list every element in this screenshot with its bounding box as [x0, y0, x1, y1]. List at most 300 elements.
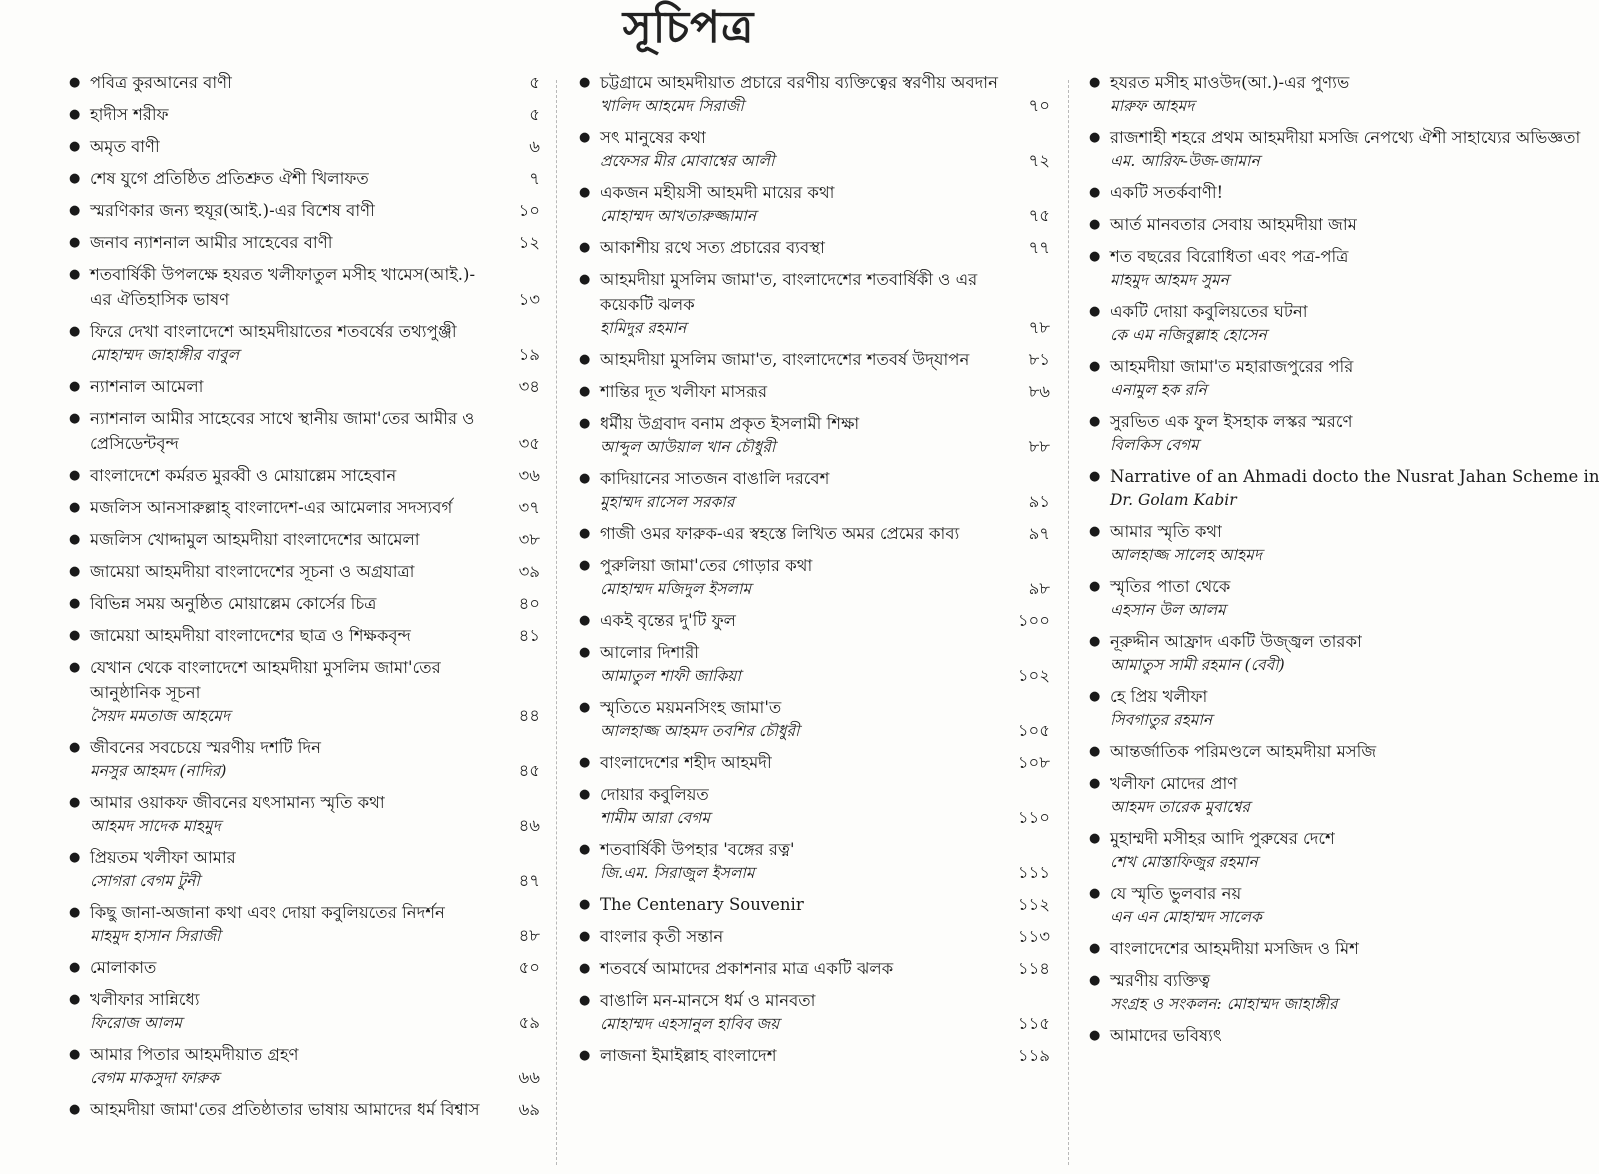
toc-entry-page-number: ৪০ — [518, 594, 540, 613]
bullet-icon: ● — [69, 324, 81, 339]
bullet-icon: ● — [579, 645, 591, 660]
toc-entry-author: আহমদ তারেক মুবাশ্বের — [1110, 798, 1250, 816]
toc-entry — [1082, 244, 1377, 292]
toc-entry-title: শেষ যুগে প্রতিষ্ঠিত প্রতিশ্রুত ঐশী খিলাফত — [90, 169, 369, 188]
toc-entry-page-number: ৩৪ — [518, 377, 540, 396]
toc-entry — [62, 1042, 540, 1090]
toc-entry-page-number: ১০০ — [1017, 611, 1050, 630]
toc-entry-title: জামেয়া আহমদীয়া বাংলাদেশের ছাত্র ও শিক্ষকবৃন্দ — [90, 626, 411, 645]
toc-entry-body — [1110, 70, 1377, 118]
toc-entry-page-number: ৬ — [529, 137, 540, 156]
toc-entry-title: পবিত্র কুরআনের বাণী — [90, 73, 232, 92]
toc-entry-title: মজলিস খোদ্দামুল আহমদীয়া বাংলাদেশের আমেলা — [90, 530, 420, 549]
toc-entry — [1082, 936, 1377, 961]
bullet-icon: ● — [69, 992, 81, 1007]
toc-entry-title: ধর্মীয় উগ্রবাদ বনাম প্রকৃত ইসলামী শিক্ষা — [600, 414, 860, 433]
toc-entry-title: প্রিয়তম খলীফা আমার — [90, 848, 236, 867]
toc-entry-page-number: ৫ — [529, 105, 540, 124]
bullet-icon: ● — [69, 1102, 81, 1117]
bullet-icon: ● — [69, 628, 81, 643]
toc-entry-body — [90, 230, 490, 255]
toc-entry — [62, 406, 540, 456]
toc-entry-body — [600, 956, 1000, 981]
bullet-icon: ● — [69, 411, 81, 426]
bullet-icon: ● — [579, 787, 591, 802]
toc-entry-title: দোয়ার কবুলিয়ত — [600, 785, 709, 804]
toc-entry-author: শামীম আরা বেগম — [600, 809, 710, 827]
toc-entry-page-number: ১১০ — [1017, 808, 1050, 827]
toc-entry-body — [90, 655, 490, 728]
toc-entry-title: যেখান থেকে বাংলাদেশে আহমদীয়া মুসলিম জামা'তের আনুষ্ঠানিক সূচনা — [90, 658, 441, 702]
toc-entry-page-number: ৮১ — [1028, 350, 1050, 369]
bullet-icon: ● — [69, 107, 81, 122]
toc-entry-title: একই বৃন্তের দু'টি ফুল — [600, 611, 736, 630]
toc-entry — [62, 166, 540, 191]
toc-entry — [572, 70, 1050, 118]
toc-entry-title: আমার ওয়াকফ জীবনের যৎসামান্য স্মৃতি কথা — [90, 793, 385, 812]
toc-entry-body — [90, 198, 490, 223]
toc-entry — [62, 623, 540, 648]
bullet-icon: ● — [579, 558, 591, 573]
toc-entry-title: হাদীস শরীফ — [90, 105, 169, 124]
toc-entry-body — [600, 466, 1000, 514]
bullet-icon: ● — [1089, 359, 1101, 374]
toc-entry-page-number: ৫০ — [518, 958, 540, 977]
toc-entry-author: বিলকিস বেগম — [1110, 436, 1199, 454]
toc-entry-title: জামেয়া আহমদীয়া বাংলাদেশের সূচনা ও অগ্রযাত্রা — [90, 562, 415, 581]
toc-entry-body — [90, 900, 490, 948]
toc-entry-title: একটি সতর্কবাণী! — [1110, 183, 1224, 202]
toc-entry-body — [1110, 212, 1377, 237]
toc-entry-author: মাহমুদ হাসান সিরাজী — [90, 927, 221, 945]
bullet-icon: ● — [69, 850, 81, 865]
toc-entry-body — [1110, 968, 1377, 1016]
toc-entry-author: সংগ্রহ ও সংকলন: মোহাম্মদ জাহাঙ্গীর — [1110, 995, 1338, 1013]
toc-entry-body — [1110, 409, 1377, 457]
toc-entry — [1082, 299, 1377, 347]
toc-entry-body — [1110, 354, 1377, 402]
bullet-icon: ● — [69, 795, 81, 810]
toc-entry-body — [90, 623, 490, 648]
toc-entry-body — [600, 750, 1000, 775]
toc-entry-page-number: ১০২ — [1017, 666, 1050, 685]
toc-entry — [1082, 771, 1377, 819]
bullet-icon: ● — [1089, 886, 1101, 901]
toc-entry-title: মুহাম্মদী মসীহর আদি পুরুষের দেশে — [1110, 829, 1335, 848]
toc-entry-body — [90, 319, 490, 367]
bullet-icon: ● — [1089, 75, 1101, 90]
column-divider — [556, 80, 557, 1165]
bullet-icon: ● — [579, 613, 591, 628]
toc-entry-body — [1110, 244, 1377, 292]
toc-entry-author: হামিদুর রহমান — [600, 319, 687, 337]
toc-entry-title: ফিরে দেখা বাংলাদেশে আহমদীয়াতের শতবর্ষের তথ্যপুঞ্জী — [90, 322, 457, 341]
toc-entry-title: হে প্রিয় খলীফা — [1110, 687, 1208, 706]
toc-entry-title: শতবর্ষে আমাদের প্রকাশনার মাত্র একটি ঝলক — [600, 959, 894, 978]
toc-entry — [1082, 409, 1377, 457]
toc-entry-author: মোহাম্মদ জাহাঙ্গীর বাবুল — [90, 346, 240, 364]
toc-entry-page-number: ১১৯ — [1017, 1046, 1050, 1065]
bullet-icon: ● — [69, 532, 81, 547]
toc-entry-title: মোলাকাত — [90, 958, 157, 977]
bullet-icon: ● — [579, 755, 591, 770]
bullet-icon: ● — [579, 185, 591, 200]
toc-entry-title: আমার পিতার আহমদীয়াত গ্রহণ — [90, 1045, 299, 1064]
toc-entry-page-number: ৭৫ — [1028, 206, 1050, 225]
toc-entry-title: শান্তির দূত খলীফা মাসরূর — [600, 382, 768, 401]
toc-entry — [572, 956, 1050, 981]
bullet-icon: ● — [579, 929, 591, 944]
toc-entry-body — [600, 411, 1000, 459]
toc-entry — [572, 411, 1050, 459]
bullet-icon: ● — [69, 1047, 81, 1062]
toc-entry-title: আন্তর্জাতিক পরিমণ্ডলে আহমদীয়া মসজি — [1110, 742, 1377, 761]
toc-entry-author: আমাতুল শাফী জাকিয়া — [600, 667, 741, 685]
toc-entry-title: শতবার্ষিকী উপলক্ষে হযরত খলীফাতুল মসীহ খামেস(আই.)-এর ঐতিহাসিক ভাষণ — [90, 265, 476, 309]
toc-entry-page-number: ৩৯ — [518, 562, 540, 581]
toc-entry-title: খলীফার সান্নিধ্যে — [90, 990, 200, 1009]
toc-entry-body — [1110, 881, 1377, 929]
bullet-icon: ● — [579, 961, 591, 976]
toc-entry-title: আহমদীয়া জামা'ত মহারাজপুরের পরি — [1110, 357, 1354, 376]
toc-entry-author: আহমদ সাদেক মাহমুদ — [90, 817, 221, 835]
toc-entry-body — [90, 134, 490, 159]
toc-entry-body — [600, 640, 1000, 688]
toc-entry-page-number: ১২ — [518, 233, 540, 252]
toc-entry — [62, 900, 540, 948]
toc-entry-body — [1110, 826, 1377, 874]
toc-entry-body — [600, 892, 1000, 917]
toc-entry — [572, 521, 1050, 546]
toc-entry — [572, 608, 1050, 633]
toc-entry-title: আহমদীয়া জামা'তের প্রতিষ্ঠাতার ভাষায় আমাদের ধর্ম বিশ্বাস — [90, 1100, 480, 1119]
toc-entry-title: ন্যাশনাল আমেলা — [90, 377, 204, 396]
toc-entry-body — [90, 495, 490, 520]
toc-entry — [62, 463, 540, 488]
toc-entry — [572, 892, 1050, 917]
toc-entry-body — [600, 267, 1000, 340]
toc-entry-page-number: ৮৮ — [1028, 437, 1050, 456]
toc-entry — [62, 262, 540, 312]
toc-entry — [62, 591, 540, 616]
toc-column-1 — [62, 70, 540, 1170]
toc-entry-body — [600, 782, 1000, 830]
toc-entry-title: শতবার্ষিকী উপহার 'বঙ্গের রত্ন' — [600, 840, 795, 859]
toc-entry-title: নূরুদ্দীন আফ্রাদ একটি উজ্জ্বল তারকা — [1110, 632, 1362, 651]
toc-entry-title: গাজী ওমর ফারুক-এর স্বহস্তে লিখিত অমর প্রেমের কাব্য — [600, 524, 960, 543]
toc-entry-title: একজন মহীয়সী আহমদী মায়ের কথা — [600, 183, 835, 202]
toc-entry — [62, 319, 540, 367]
toc-entry-page-number: ১১১ — [1017, 863, 1050, 882]
toc-entry — [62, 102, 540, 127]
bullet-icon: ● — [579, 471, 591, 486]
toc-entry-title: আমাদের ভবিষ্যৎ — [1110, 1026, 1222, 1045]
toc-entry-body — [90, 70, 490, 95]
toc-entry-body — [90, 374, 490, 399]
toc-entry — [1082, 180, 1377, 205]
toc-entry-body — [600, 521, 1000, 546]
toc-entry — [62, 655, 540, 728]
toc-entry-author: প্রফেসর মীর মোবাশ্বের আলী — [600, 152, 775, 170]
toc-entry-author: কে এম নজিবুল্লাহ হোসেন — [1110, 326, 1267, 344]
bullet-icon: ● — [69, 139, 81, 154]
toc-entry-body — [600, 235, 1000, 260]
toc-entry-title: জীবনের সবচেয়ে স্মরণীয় দশটি দিন — [90, 738, 321, 757]
toc-entry-page-number: ১১২ — [1017, 895, 1050, 914]
toc-entry-body — [90, 987, 490, 1035]
bullet-icon: ● — [1089, 304, 1101, 319]
toc-entry — [1082, 881, 1377, 929]
toc-entry-page-number: ১০৮ — [1017, 753, 1050, 772]
toc-entry — [62, 559, 540, 584]
bullet-icon: ● — [579, 75, 591, 90]
toc-entry-title: লাজনা ইমাইল্লাহ বাংলাদেশ — [600, 1046, 777, 1065]
toc-entry-page-number: ৩৭ — [518, 498, 540, 517]
toc-entry-title: শত বছরের বিরোধিতা এবং পত্র-পত্রি — [1110, 247, 1349, 266]
toc-entry — [1082, 1023, 1377, 1048]
toc-entry-body — [90, 1097, 490, 1122]
toc-entry-body — [600, 347, 1000, 372]
bullet-icon: ● — [579, 416, 591, 431]
bullet-icon: ● — [579, 526, 591, 541]
toc-entry-title: বিভিন্ন সময় অনুষ্ঠিত মোয়াল্লেম কোর্সের চিত্র — [90, 594, 377, 613]
toc-entry-body — [600, 924, 1000, 949]
bullet-icon: ● — [69, 468, 81, 483]
toc-entry-author: মনসুর আহমদ (নাদির) — [90, 762, 227, 780]
toc-entry-body — [1110, 125, 1581, 173]
toc-entry-body — [600, 695, 1000, 743]
toc-entry-body — [600, 988, 1000, 1036]
toc-column-3 — [1082, 70, 1599, 1170]
bullet-icon: ● — [69, 960, 81, 975]
toc-entry — [1082, 968, 1377, 1016]
toc-entry-body — [600, 837, 1000, 885]
bullet-icon: ● — [69, 660, 81, 675]
toc-entry-body — [600, 1043, 1000, 1068]
toc-entry-author: আমাতুস সামী রহমান (বেবী) — [1110, 656, 1285, 674]
bullet-icon: ● — [579, 384, 591, 399]
toc-entry-page-number: ৭ — [529, 169, 540, 188]
bullet-icon: ● — [1089, 469, 1101, 484]
toc-entry — [62, 230, 540, 255]
toc-entry-page-number: ৯৮ — [1028, 579, 1050, 598]
bullet-icon: ● — [69, 905, 81, 920]
toc-entry-body — [90, 790, 490, 838]
toc-entry-title: একটি দোয়া কবুলিয়তের ঘটনা — [1110, 302, 1308, 321]
toc-entry-author: মোহাম্মদ আখতারুজ্জামান — [600, 207, 756, 225]
toc-entry-page-number: ৯১ — [1028, 492, 1050, 511]
page-title: সূচিপত্র — [622, 2, 755, 53]
toc-entry — [572, 379, 1050, 404]
bullet-icon: ● — [1089, 634, 1101, 649]
bullet-icon: ● — [579, 842, 591, 857]
toc-entry-author: ফিরোজ আলম — [90, 1014, 183, 1032]
bullet-icon: ● — [69, 75, 81, 90]
toc-entry-author: মোহাম্মদ মজিদুল ইসলাম — [600, 580, 752, 598]
toc-entry-title: আহমদীয়া মুসলিম জামা'ত, বাংলাদেশের শতবর্ষ উদ্‌যাপন — [600, 350, 970, 369]
toc-entry-page-number: ৬৬ — [518, 1068, 540, 1087]
toc-entry-author: খালিদ আহমেদ সিরাজী — [600, 97, 744, 115]
bullet-icon: ● — [1089, 831, 1101, 846]
toc-entry — [572, 640, 1050, 688]
bullet-icon: ● — [1089, 744, 1101, 759]
toc-entry-author: বেগম মাকসুদা ফারুক — [90, 1069, 219, 1087]
toc-entry-body — [90, 166, 490, 191]
toc-entry-page-number: ৪৫ — [518, 761, 540, 780]
toc-entry-body — [1110, 519, 1377, 567]
toc-entry-body — [1110, 464, 1599, 512]
toc-entry — [1082, 629, 1377, 677]
toc-entry-body — [600, 125, 1000, 173]
toc-entry — [1082, 739, 1377, 764]
toc-entry-body — [1110, 936, 1377, 961]
bullet-icon: ● — [69, 203, 81, 218]
toc-entry-author: আলহাজ্জ সালেহ আহমদ — [1110, 546, 1263, 564]
toc-entry — [572, 988, 1050, 1036]
toc-entry — [62, 70, 540, 95]
toc-entry-title: আহমদীয়া মুসলিম জামা'ত, বাংলাদেশের শতবার্ষিকী ও এর কয়েকটি ঝলক — [600, 270, 978, 314]
bullet-icon: ● — [579, 897, 591, 912]
toc-entry-author: এহসান উল আলম — [1110, 601, 1226, 619]
column-divider — [1068, 80, 1069, 1165]
toc-entry-title: মজলিস আনসারুল্লাহ্ বাংলাদেশ-এর আমেলার সদস্যবর্গ — [90, 498, 453, 517]
toc-entry — [1082, 125, 1581, 173]
toc-entry-body — [90, 463, 490, 488]
toc-entry-body — [90, 559, 490, 584]
toc-entry-body — [1110, 180, 1377, 205]
bullet-icon: ● — [1089, 414, 1101, 429]
toc-entry-body — [1110, 684, 1377, 732]
bullet-icon: ● — [1089, 130, 1101, 145]
toc-entry — [62, 1097, 540, 1122]
bullet-icon: ● — [69, 740, 81, 755]
toc-entry-page-number: ৬৯ — [518, 1100, 540, 1119]
toc-entry-page-number: ৮৬ — [1028, 382, 1050, 401]
toc-entry-author: এন এন মোহাম্মদ সালেক — [1110, 908, 1262, 926]
toc-entry-page-number: ৩৬ — [518, 466, 540, 485]
toc-entry-title: আর্ত মানবতার সেবায় আহমদীয়া জাম — [1110, 215, 1357, 234]
toc-entry — [1082, 574, 1377, 622]
bullet-icon: ● — [1089, 776, 1101, 791]
toc-entry-page-number: ৫৯ — [518, 1013, 540, 1032]
toc-entry-page-number: ১০৫ — [1017, 721, 1050, 740]
bullet-icon: ● — [69, 379, 81, 394]
toc-entry-title: কাদিয়ানের সাতজন বাঙালি দরবেশ — [600, 469, 830, 488]
toc-entry-page-number: ৩৫ — [518, 434, 540, 453]
toc-entry-body — [90, 1042, 490, 1090]
toc-entry-title: বাংলাদেশে কর্মরত মুরব্বী ও মোয়াল্লেম সাহেবান — [90, 466, 397, 485]
toc-entry-body — [1110, 629, 1377, 677]
toc-entry — [62, 134, 540, 159]
toc-entry — [62, 790, 540, 838]
bullet-icon: ● — [579, 993, 591, 1008]
toc-entry-author: আলহাজ্জ আহমদ তবশির চৌধুরী — [600, 722, 800, 740]
toc-entry — [572, 695, 1050, 743]
toc-entry-author: মাহমুদ আহমদ সুমন — [1110, 271, 1229, 289]
toc-entry-body — [1110, 739, 1377, 764]
toc-entry-title: যে স্মৃতি ভুলবার নয় — [1110, 884, 1242, 903]
toc-entry-page-number: ৭৮ — [1028, 318, 1050, 337]
bullet-icon: ● — [1089, 185, 1101, 200]
toc-entry — [572, 347, 1050, 372]
toc-entry — [1082, 354, 1377, 402]
toc-entry-body — [600, 180, 1000, 228]
toc-entry — [1082, 519, 1377, 567]
toc-entry-body — [90, 845, 490, 893]
toc-entry — [572, 235, 1050, 260]
toc-entry-title: স্মরণিকার জন্য হুযূর(আই.)-এর বিশেষ বাণী — [90, 201, 375, 220]
toc-entry-author: সোগরা বেগম টুনী — [90, 872, 200, 890]
toc-entry-title: খলীফা মোদের প্রাণ — [1110, 774, 1238, 793]
toc-entry — [572, 180, 1050, 228]
toc-entry — [62, 845, 540, 893]
toc-entry-page-number: ৪৪ — [518, 706, 540, 725]
toc-entry-body — [1110, 574, 1377, 622]
toc-entry-title: রাজশাহী শহরে প্রথম আহমদীয়া মসজি নেপথ্যে ঐশী সাহায্যের অভিজ্ঞতা — [1110, 128, 1581, 147]
bullet-icon: ● — [579, 272, 591, 287]
bullet-icon: ● — [579, 1048, 591, 1063]
bullet-icon: ● — [579, 352, 591, 367]
toc-entry-title: Narrative of an Ahmadi docto the Nusrat Jahan Scheme in — [1110, 467, 1599, 486]
toc-entry-title: অমৃত বাণী — [90, 137, 160, 156]
toc-entry-body — [600, 70, 1000, 118]
toc-entry-body — [600, 553, 1000, 601]
toc-entry-author: মোহাম্মদ এহসানুল হাবিব জয় — [600, 1015, 780, 1033]
toc-entry — [62, 495, 540, 520]
toc-entry-body — [90, 527, 490, 552]
toc-entry — [572, 125, 1050, 173]
toc-entry-page-number: ৭২ — [1028, 151, 1050, 170]
bullet-icon: ● — [1089, 1028, 1101, 1043]
toc-entry-page-number: ৭০ — [1028, 96, 1050, 115]
toc-entry-author: মুহাম্মদ রাসেল সরকার — [600, 493, 735, 511]
toc-column-2 — [572, 70, 1050, 1170]
toc-entry — [572, 466, 1050, 514]
toc-entry-author: সৈয়দ মমতাজ আহমেদ — [90, 707, 231, 725]
toc-entry — [62, 527, 540, 552]
bullet-icon: ● — [69, 564, 81, 579]
toc-entry-body — [600, 608, 1000, 633]
toc-entry — [572, 1043, 1050, 1068]
toc-entry-page-number: ১১৪ — [1017, 959, 1050, 978]
toc-entry-body — [90, 102, 490, 127]
toc-entry — [572, 924, 1050, 949]
toc-entry-title: সুরভিত এক ফুল ইসহাক লস্কর স্মরণে — [1110, 412, 1353, 431]
toc-entry-title: আমার স্মৃতি কথা — [1110, 522, 1222, 541]
toc-entry-author: এনামুল হক রনি — [1110, 381, 1207, 399]
toc-entry-author: আব্দুল আউয়াল খান চৌধুরী — [600, 438, 776, 456]
toc-entry-body — [90, 262, 490, 312]
toc-entry-title: হযরত মসীহ মাওউদ(আ.)-এর পুণ্যভ — [1110, 73, 1350, 92]
bullet-icon: ● — [69, 500, 81, 515]
toc-entry — [1082, 826, 1377, 874]
toc-entry — [62, 735, 540, 783]
toc-entry-title: ন্যাশনাল আমীর সাহেবের সাথে স্থানীয় জামা'তের আমীর ও প্রেসিডেন্টবৃন্দ — [90, 409, 475, 453]
bullet-icon: ● — [69, 171, 81, 186]
toc-entry-title: আকাশীয় রথে সত্য প্রচারের ব্যবস্থা — [600, 238, 825, 257]
toc-entry-page-number: ১১৫ — [1017, 1014, 1050, 1033]
toc-entry-page-number: ৩৮ — [518, 530, 540, 549]
toc-entry-page-number: ৪১ — [518, 626, 540, 645]
bullet-icon: ● — [1089, 941, 1101, 956]
toc-entry — [572, 782, 1050, 830]
toc-entry-body — [1110, 299, 1377, 347]
toc-entry-title: কিছু জানা-অজানা কথা এবং দোয়া কবুলিয়তের নিদর্শন — [90, 903, 445, 922]
bullet-icon: ● — [1089, 249, 1101, 264]
toc-entry — [62, 955, 540, 980]
toc-entry-title: বাংলাদেশের শহীদ আহমদী — [600, 753, 772, 772]
bullet-icon: ● — [1089, 217, 1101, 232]
